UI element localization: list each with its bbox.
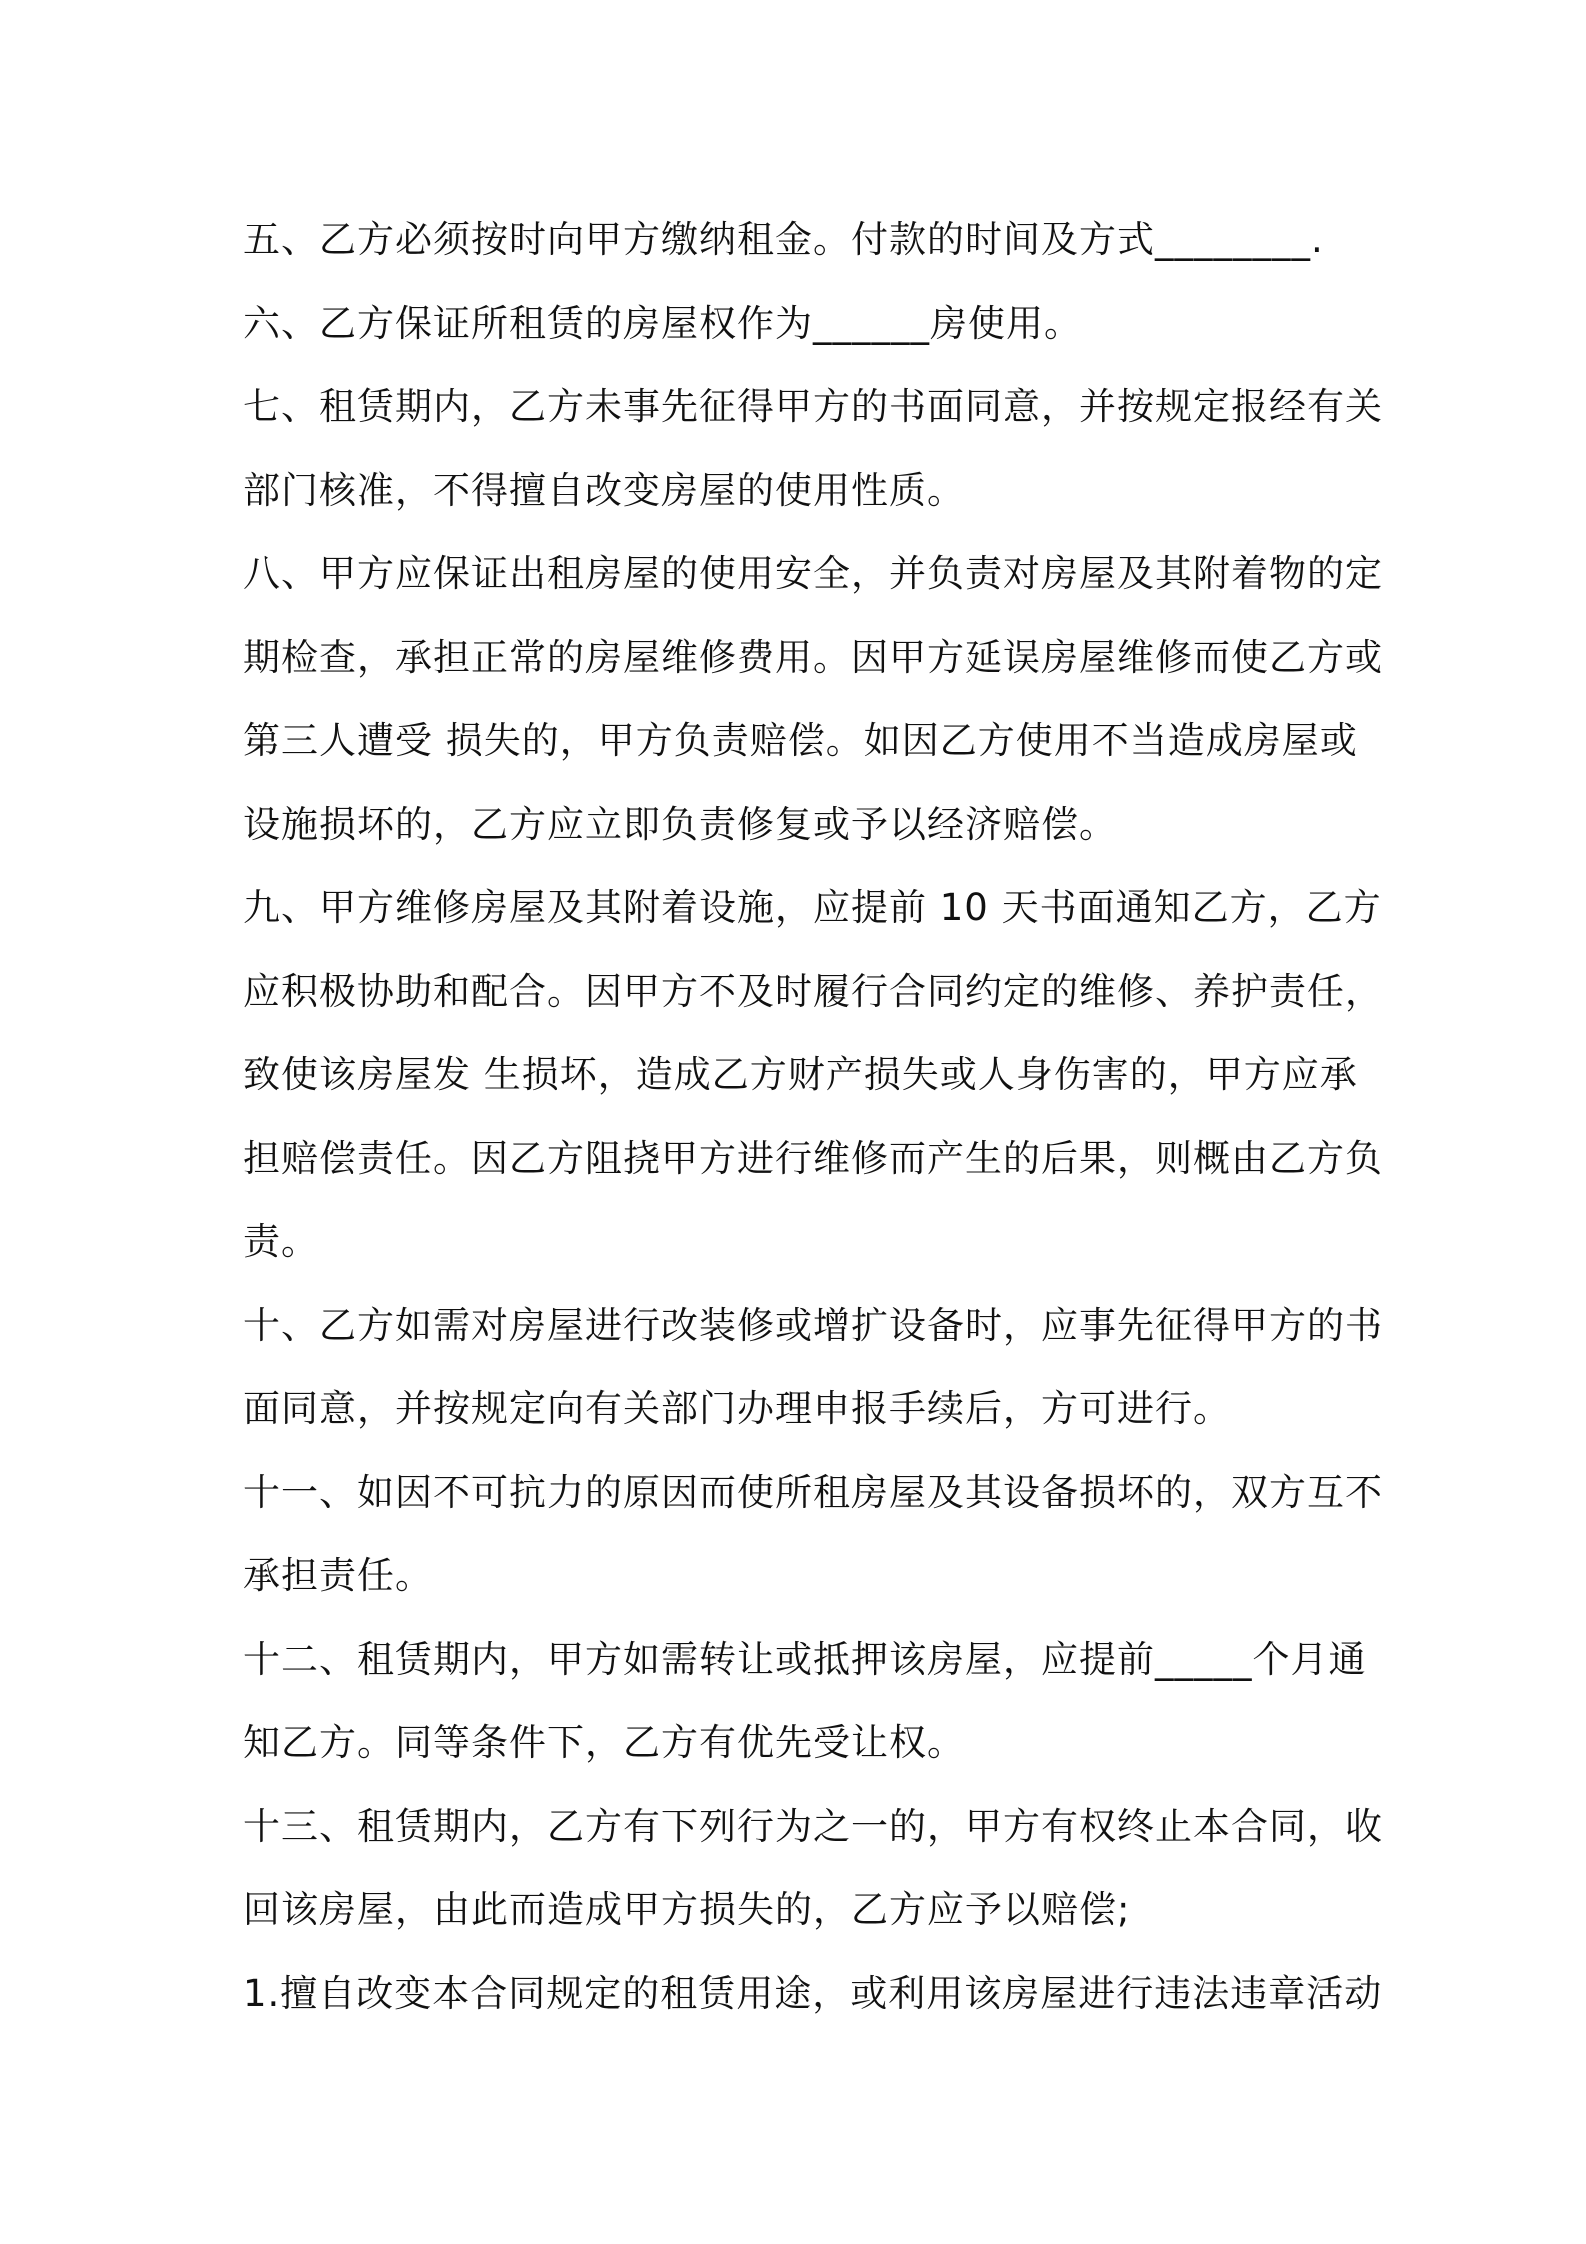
text-line: 责。 — [243, 1220, 319, 1263]
text-line: 应积极协助和配合。因甲方不及时履行合同约定的维修、养护责任， — [243, 969, 1383, 1013]
text-line: 担赔偿责任。因乙方阻挠甲方进行维修而产生的后果，则概由乙方负 — [243, 1136, 1383, 1180]
text-line: 第三人遭受 损失的，甲方负责赔偿。如因乙方使用不当造成房屋或 — [243, 719, 1358, 762]
text-line: 十一、如因不可抗力的原因而使所租房屋及其设备损坏的，双方互不 — [243, 1470, 1383, 1514]
text-line: 致使该房屋发 生损坏，造成乙方财产损失或人身伤害的，甲方应承 — [243, 1053, 1358, 1096]
text-line: 六、乙方保证所租赁的房屋权作为______房使用。 — [243, 301, 1082, 345]
text-line: 期检查，承担正常的房屋维修费用。因甲方延误房屋维修而使乙方或 — [243, 635, 1383, 679]
text-line: 1.擅自改变本合同规定的租赁用途，或利用该房屋进行违法违章活动 — [243, 1971, 1383, 2015]
text-line: 十三、租赁期内，乙方有下列行为之一的，甲方有权终止本合同，收 — [243, 1804, 1383, 1848]
text-line: 部门核准，不得擅自改变房屋的使用性质。 — [243, 468, 965, 512]
text-line: 五、乙方必须按时向甲方缴纳租金。付款的时间及方式________. — [243, 218, 1324, 261]
text-line: 设施损坏的，乙方应立即负责修复或予以经济赔偿。 — [243, 802, 1117, 846]
text-line: 知乙方。同等条件下，乙方有优先受让权。 — [243, 1721, 965, 1764]
text-line: 七、租赁期内，乙方未事先征得甲方的书面同意，并按规定报经有关 — [243, 385, 1383, 428]
contract-text — [243, 198, 1383, 2035]
text-line: 承担责任。 — [243, 1554, 433, 1597]
text-line: 九、甲方维修房屋及其附着设施，应提前 10 天书面通知乙方，乙方 — [243, 886, 1382, 929]
text-line: 八、甲方应保证出租房屋的使用安全，并负责对房屋及其附着物的定 — [243, 552, 1383, 595]
text-line: 面同意，并按规定向有关部门办理申报手续后，方可进行。 — [243, 1387, 1231, 1430]
text-line: 十、乙方如需对房屋进行改装修或增扩设备时，应事先征得甲方的书 — [243, 1303, 1383, 1347]
text-line: 十二、租赁期内，甲方如需转让或抵押该房屋，应提前_____个月通 — [243, 1637, 1367, 1681]
text-line: 回该房屋，由此而造成甲方损失的，乙方应予以赔偿; — [243, 1888, 1131, 1931]
